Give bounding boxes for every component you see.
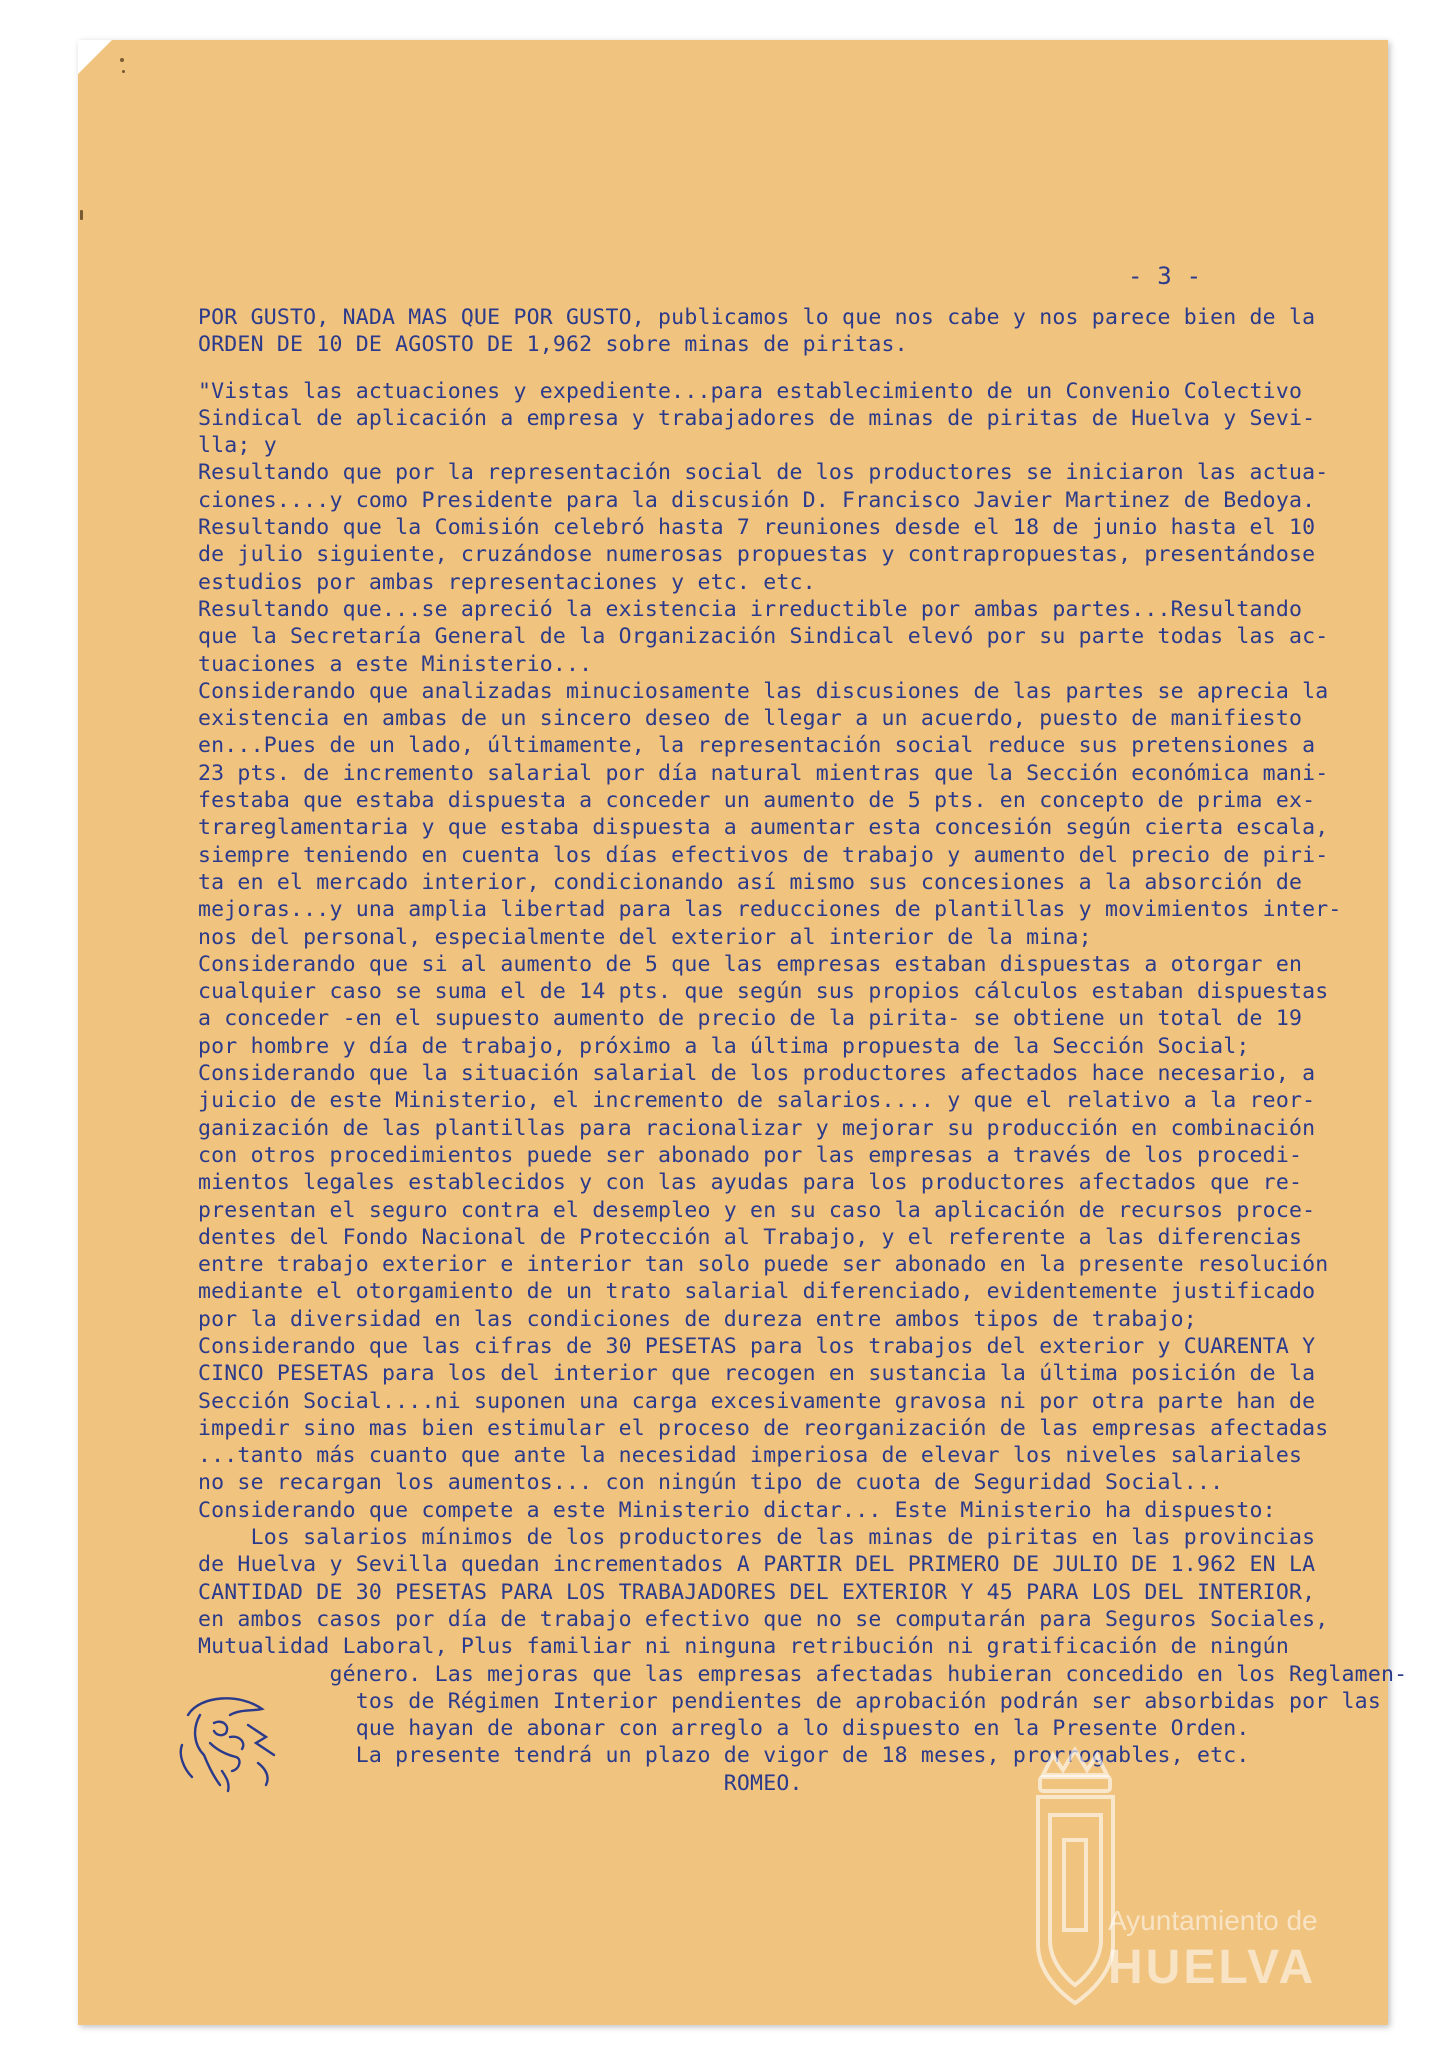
body-line: de julio siguiente, cruzándose numerosas propuestas y contrapropuestas, presentándose bbox=[198, 542, 1316, 568]
body-line: juicio de este Ministerio, el incremento de salarios.... y que el relativo a la reor- bbox=[198, 1088, 1316, 1114]
body-line: existencia en ambas de un sincero deseo de llegar a un acuerdo, puesto de manifiesto bbox=[198, 706, 1303, 732]
body-line: La presente tendrá un plazo de vigor de 18 meses, prorrogables, etc. bbox=[198, 1743, 1250, 1769]
body-line: Considerando que las cifras de 30 PESETAS para los trabajos del exterior y CUARENTA Y bbox=[198, 1333, 1316, 1359]
body-line: con otros procedimientos puede ser abonado por las empresas a través de los procedi- bbox=[198, 1142, 1303, 1168]
body-line: 23 pts. de incremento salarial por día natural mientras que la Sección económica mani- bbox=[198, 760, 1329, 786]
body-line: Considerando que si al aumento de 5 que las empresas estaban dispuestas a otorgar en bbox=[198, 951, 1303, 977]
body-line: entre trabajo exterior e interior tan solo puede ser abonado en la presente resolución bbox=[198, 1252, 1329, 1278]
body-line: Sindical de aplicación a empresa y trabajadores de minas de piritas de Huelva y Sevi- bbox=[198, 405, 1316, 431]
watermark-line2: HUELVA bbox=[1108, 1941, 1317, 1994]
body-line: Considerando que la situación salarial de los productores afectados hace necesario, a bbox=[198, 1061, 1316, 1087]
body-line: que la Secretaría General de la Organización Sindical elevó por su parte todas las ac- bbox=[198, 624, 1329, 650]
body-line: no se recargan los aumentos... con ningún tipo de cuota de Seguridad Social... bbox=[198, 1470, 1224, 1496]
body-line: en ambos casos por día de trabajo efectivo que no se computarán para Seguros Sociales, bbox=[198, 1606, 1329, 1632]
body-line: Los salarios mínimos de los productores de las minas de piritas en las provincias bbox=[198, 1525, 1316, 1551]
body-line: festaba que estaba dispuesta a conceder un aumento de 5 pts. en concepto de prima ex- bbox=[198, 788, 1316, 814]
body-line: dentes del Fondo Nacional de Protección al Trabajo, y el referente a las diferencias bbox=[198, 1224, 1303, 1250]
body-line: impedir sino mas bien estimular el proceso de reorganización de las empresas afectadas bbox=[198, 1415, 1329, 1441]
body-line: de Huelva y Sevilla quedan incrementados A PARTIR DEL PRIMERO DE JULIO DE 1.962 EN LA bbox=[198, 1552, 1316, 1578]
body-line: género. Las mejoras que las empresas afectadas hubieran concedido en los Reglamen- bbox=[198, 1661, 1408, 1687]
body-line: ...tanto más cuanto que ante la necesidad imperiosa de elevar los niveles salariales bbox=[198, 1443, 1303, 1469]
body-line: Resultando que por la representación social de los productores se iniciaron las actua- bbox=[198, 460, 1329, 486]
paper-speck bbox=[122, 70, 125, 73]
body-line: presentan el seguro contra el desempleo y en su caso la aplicación de recursos proce- bbox=[198, 1197, 1316, 1223]
body-line: que hayan de abonar con arreglo a lo dispuesto en la Presente Orden. bbox=[198, 1716, 1250, 1742]
typed-text bbox=[198, 304, 1408, 1797]
huelva-watermark bbox=[1028, 1745, 1358, 2035]
folded-corner bbox=[78, 40, 112, 74]
body-line: tos de Régimen Interior pendientes de aprobación podrán ser absorbidas por las bbox=[198, 1688, 1381, 1714]
body-line: a conceder -en el supuesto aumento de precio de la pirita- se obtiene un total de 19 bbox=[198, 1006, 1303, 1032]
stamped-figure-icon bbox=[170, 1685, 290, 1795]
body-line: por la diversidad en las condiciones de dureza entre ambos tipos de trabajo; bbox=[198, 1306, 1197, 1332]
body-line: en...Pues de un lado, últimamente, la representación social reduce sus pretensiones a bbox=[198, 733, 1316, 759]
body-line: "Vistas las actuaciones y expediente...para establecimiento de un Convenio Colectivo bbox=[198, 378, 1303, 404]
body-line: cualquier caso se suma el de 14 pts. que según sus propios cálculos estaban dispuestas bbox=[198, 979, 1329, 1005]
paper-speck bbox=[80, 210, 83, 220]
intro-line: POR GUSTO, NADA MAS QUE POR GUSTO, publicamos lo que nos cabe y nos parece bien de la bbox=[198, 305, 1316, 330]
body-line: Considerando que analizadas minuciosamente las discusiones de las partes se aprecia la bbox=[198, 678, 1329, 704]
body-line: lla; y bbox=[198, 433, 277, 459]
body-line: Sección Social....ni suponen una carga excesivamente gravosa ni por otra parte han de bbox=[198, 1388, 1316, 1414]
body-line: tuaciones a este Ministerio... bbox=[198, 651, 593, 677]
body-line: CINCO PESETAS para los del interior que recogen en sustancia la última posición de la bbox=[198, 1361, 1316, 1387]
body-line: mejoras...y una amplia libertad para las reducciones de plantillas y movimientos inter- bbox=[198, 897, 1342, 923]
body-line: CANTIDAD DE 30 PESETAS PARA LOS TRABAJADORES DEL EXTERIOR Y 45 PARA LOS DEL INTERIOR, bbox=[198, 1579, 1316, 1605]
body-line: mientos legales establecidos y con las ayudas para los productores afectados que re- bbox=[198, 1170, 1303, 1196]
body-line: siempre teniendo en cuenta los días efectivos de trabajo y aumento del precio de piri- bbox=[198, 842, 1329, 868]
intro-line: ORDEN DE 10 DE AGOSTO DE 1,962 sobre minas de piritas. bbox=[198, 332, 908, 358]
paper-speck bbox=[120, 58, 124, 62]
body-line: estudios por ambas representaciones y etc. etc. bbox=[198, 569, 816, 595]
body-line: por hombre y día de trabajo, próximo a la última propuesta de la Sección Social; bbox=[198, 1033, 1250, 1059]
watermark-line1: Ayuntamiento de bbox=[1108, 1905, 1318, 1936]
body-line: Resultando que la Comisión celebró hasta 7 reuniones desde el 18 de junio hasta el 10 bbox=[198, 515, 1316, 541]
body-line: nos del personal, especialmente del exterior al interior de la mina; bbox=[198, 924, 1092, 950]
body-line: mediante el otorgamiento de un trato salarial diferenciado, evidentemente justificado bbox=[198, 1279, 1316, 1305]
document-page bbox=[78, 40, 1408, 2025]
page-number: - 3 - bbox=[1128, 262, 1202, 290]
body-line: trareglamentaria y que estaba dispuesta a aumentar esta concesión según cierta escala, bbox=[198, 815, 1329, 841]
body-line: ta en el mercado interior, condicionando así mismo sus concesiones a la absorción de bbox=[198, 869, 1303, 895]
body-line: Considerando que compete a este Ministerio dictar... Este Ministerio ha dispuesto: bbox=[198, 1497, 1276, 1523]
body-line: ganización de las plantillas para racionalizar y mejorar su producción en combinación bbox=[198, 1115, 1316, 1141]
body-line: Mutualidad Laboral, Plus familiar ni ninguna retribución ni gratificación de ningún bbox=[198, 1634, 1289, 1660]
body-line: Resultando que...se apreció la existencia irreductible por ambas partes...Resultando bbox=[198, 596, 1303, 622]
signature-line: ROMEO. bbox=[198, 1770, 803, 1796]
body-line: ciones....y como Presidente para la discusión D. Francisco Javier Martinez de Bedoya. bbox=[198, 487, 1316, 513]
